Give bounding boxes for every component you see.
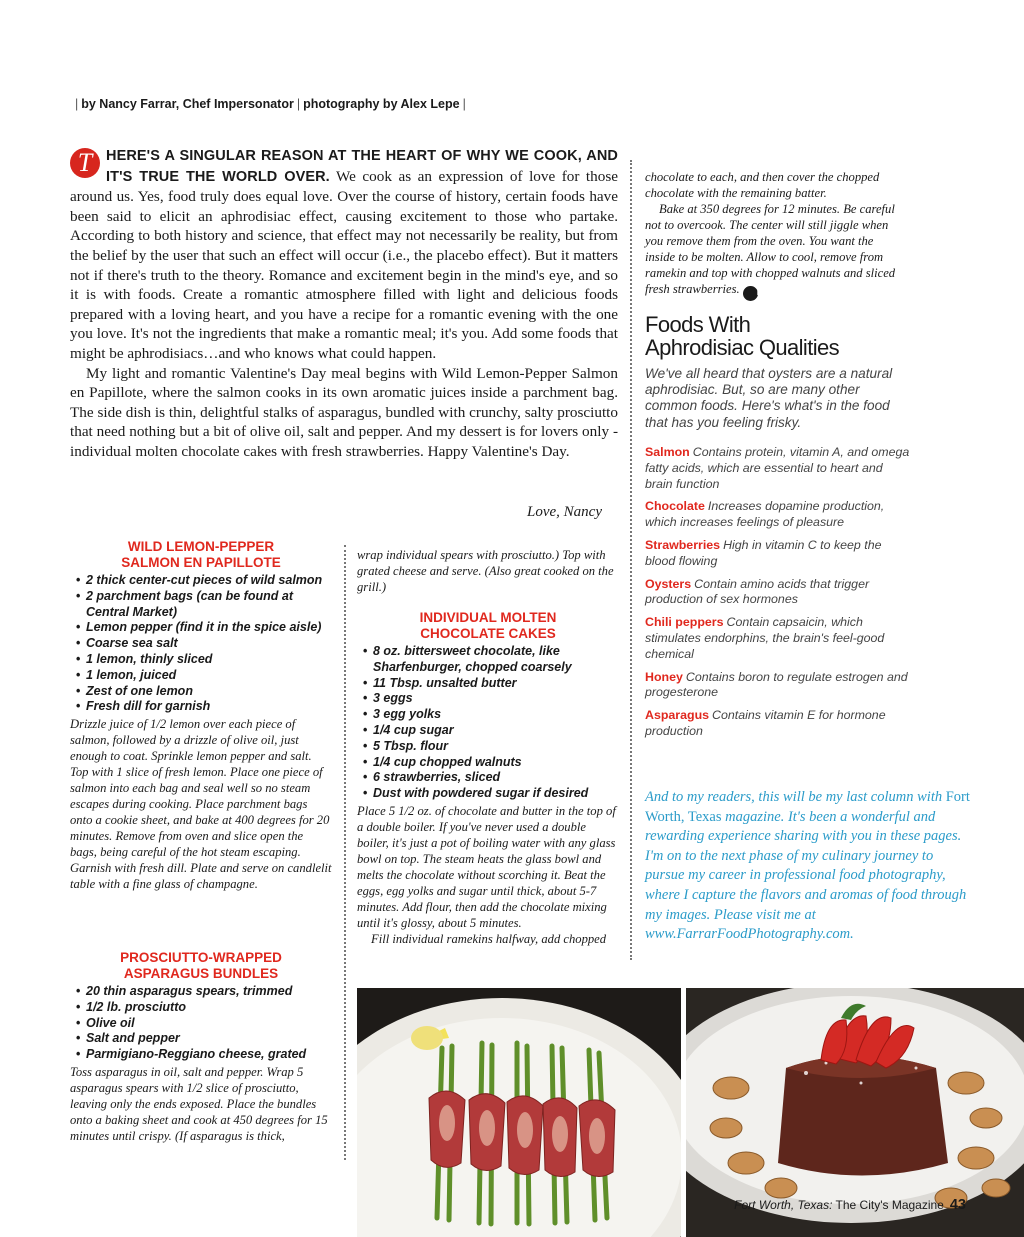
divider: |	[462, 97, 466, 111]
directions-paragraph: Fill individual ramekins halfway, add chopped	[371, 931, 607, 946]
food-item	[645, 445, 913, 492]
food-name: Oysters	[645, 576, 692, 591]
ingredient-item: • 3 egg yolks	[357, 707, 619, 723]
ingredient-item: • 1 lemon, juiced	[70, 668, 332, 684]
sidebar-title-line: Foods With	[645, 312, 751, 337]
asparagus-photo	[357, 988, 681, 1237]
intro-paragraph-1	[70, 146, 618, 364]
recipe-title: INDIVIDUAL MOLTEN CHOCOLATE CAKES	[419, 610, 557, 641]
food-description: Contain capsaicin, which stimulates endorphins, the brain's feel-good chemical	[645, 615, 885, 661]
ingredient-item: • 20 thin asparagus spears, trimmed	[70, 984, 332, 1000]
ingredient-item: • Olive oil	[70, 1016, 332, 1032]
recipe-directions: Drizzle juice of 1/2 lemon over each piece of salmon, followed by a drizzle of olive oil, just enough to coat. Sprinkle lemon pepper and salt. Top with 1 slice of fresh lemon. Place one piece of salmon into each bag and seal well so no steam escapes during cooking. Place parchment bags onto a cookie sheet, and bake at 400 degrees for 20 minutes. Remove from oven and slice open the bags, being careful of the hot steam escaping. Garnish with fresh dill. Plate and serve on candlelit table with a fine glass of champagne.	[70, 717, 332, 892]
divider: |	[296, 97, 301, 111]
farewell-text: magazine. It's been a wonderful and rewarding experience sharing with you in these pages. I'm on to the next phase of my culinary journey to pursue my career in professional food photography, where I capture the flavors and aromas of food through my images. Please visit me at www.FarrarFoodPhotography.com.	[645, 808, 967, 943]
recipe-directions-continued	[645, 169, 900, 301]
aphrodisiac-food-list	[645, 445, 913, 747]
ingredient-item: • Dust with powdered sugar if desired	[357, 786, 619, 802]
photo-credit: photography by Alex Lepe	[303, 97, 460, 111]
ingredient-item: • 2 thick center-cut pieces of wild salmon	[70, 573, 332, 589]
intro-paragraph-1-text: We cook as an expression of love for those around us. Yes, food truly does equal love. Over the course of history, certain foods have been said to elicit an aphrodisiac effect, causing excitement to those who partake. According to both history and science, that effect may not necessarily be reality, but from the belief by the user that such an effect will occur (i.e., the placebo effect). But it matters not if there's truth to the theory. Romance and excitement begin in the mind's eye, and so it is with foods. Create a romantic atmosphere filled with light and delicious foods prepared with a loving heart, and you have a recipe for a romantic evening with the one you love. It's not the ingredients that make a romantic meal; it's you. Add some foods that might be aphrodisiacs…and who knows what could happen.	[70, 167, 618, 362]
ingredient-item: • Fresh dill for garnish	[70, 699, 332, 715]
food-item	[645, 499, 913, 531]
drop-cap: T	[70, 148, 100, 178]
footer-tagline: The City's Magazine	[832, 1198, 944, 1212]
article-intro	[70, 146, 618, 462]
food-item	[645, 538, 913, 570]
ingredient-item: • 1/4 cup sugar	[357, 723, 619, 739]
signoff: Love, Nancy	[527, 504, 602, 520]
food-description: Contains boron to regulate estrogen and progesterone	[645, 669, 908, 700]
farewell-text: And to my readers, this will be my last column with	[645, 789, 946, 805]
recipe-salmon	[70, 539, 332, 892]
food-description: Contains protein, vitamin A, and omega fatty acids, which are essential to heart and brain function	[645, 445, 910, 491]
recipe-directions	[357, 803, 619, 947]
ingredient-list	[70, 984, 332, 1063]
sidebar-lead: We've all heard that oysters are a natural aphrodisiac. But, so are many other common foods. Here's what's in the food that has you feeling frisky.	[645, 366, 893, 430]
column-divider	[630, 160, 632, 960]
food-description: High in vitamin C to keep the blood flowing	[645, 537, 882, 568]
intro-paragraph-2: My light and romantic Valentine's Day meal begins with Wild Lemon-Pepper Salmon en Papillote, where the salmon cooks in its own aromatic juices inside a parchment bag. The side dish is thin, delightful stalks of asparagus, bundled with crunchy, salty prosciutto that need nothing but a bit of olive oil, salt and pepper. And my dessert is for lovers only - individual molten chocolate cakes with fresh strawberries. Happy Valentine's Day.	[70, 364, 618, 460]
food-name: Chocolate	[645, 499, 705, 514]
food-item	[645, 577, 913, 609]
food-name: Strawberries	[645, 537, 721, 552]
recipe-title: WILD LEMON-PEPPER SALMON EN PAPILLOTE	[121, 539, 281, 570]
ingredient-item: • 1/2 lb. prosciutto	[70, 1000, 332, 1016]
ingredient-item: • 3 eggs	[357, 691, 619, 707]
sidebar-title-line: Aphrodisiac Qualities	[645, 334, 840, 360]
sidebar-title	[645, 314, 915, 359]
ingredient-item: • Coarse sea salt	[70, 636, 332, 652]
food-item	[645, 615, 913, 662]
recipe-title: PROSCIUTTO-WRAPPED ASPARAGUS BUNDLES	[120, 950, 282, 981]
byline	[72, 97, 469, 111]
ingredient-list	[70, 573, 332, 715]
lead-in: HERE'S A SINGULAR REASON AT THE HEART OF WHY WE COOK, AND IT'S TRUE THE WORLD OVER.	[106, 148, 618, 185]
recipe-directions-continued: wrap individual spears with prosciutto.) Top with grated cheese and serve. (Also great cooked on the grill.)	[357, 548, 614, 594]
footer-city: Fort Worth, Texas:	[734, 1198, 833, 1212]
ingredient-item: • 8 oz. bittersweet chocolate, like Sharfenburger, chopped coarsely	[357, 644, 619, 676]
recipe-asparagus	[70, 950, 332, 1144]
divider: |	[75, 97, 79, 111]
food-description: Contains vitamin E for hormone production	[645, 708, 886, 738]
ingredient-item: • Lemon pepper (find it in the spice aisle)	[70, 620, 332, 636]
food-name: Asparagus	[645, 708, 710, 723]
food-description: Contain amino acids that trigger production of sex hormones	[645, 576, 870, 607]
recipe-directions: Toss asparagus in oil, salt and pepper. Wrap 5 asparagus spears with 1/2 slice of prosciutto, leaving only the ends exposed. Place the bundles onto a baking sheet and cook at 450 degrees for 15 minutes until crispy. (If asparagus is thick,	[70, 1064, 328, 1143]
ingredient-item: • 1 lemon, thinly sliced	[70, 652, 332, 668]
column-divider	[344, 545, 346, 1160]
page-number: 43	[949, 1197, 966, 1213]
food-item	[645, 708, 913, 740]
food-name: Chili peppers	[645, 615, 724, 630]
food-item	[645, 670, 913, 702]
author-credit: by Nancy Farrar, Chef Impersonator	[81, 97, 294, 111]
food-description: Increases dopamine production, which increases feelings of pleasure	[645, 499, 885, 530]
ingredient-item: • 6 strawberries, sliced	[357, 770, 619, 786]
ingredient-item: • Zest of one lemon	[70, 684, 332, 700]
fw-endmark-icon: FW	[743, 286, 758, 301]
recipe-cakes	[357, 610, 619, 947]
ingredient-item: • Salt and pepper	[70, 1031, 332, 1047]
directions-text: Bake at 350 degrees for 12 minutes. Be careful not to overcook. The center will still jiggle when you remove them from the oven. You want the inside to be molten. Allow to cool, remove from ramekin and top with chopped walnuts and sliced fresh strawberries.	[645, 202, 896, 296]
page-footer	[734, 1197, 966, 1213]
ingredient-item: • 1/4 cup chopped walnuts	[357, 755, 619, 771]
directions-paragraph: chocolate to each, and then cover the chopped chocolate with the remaining batter.	[645, 170, 880, 200]
ingredient-item: • 5 Tbsp. flour	[357, 739, 619, 755]
directions-paragraph: Place 5 1/2 oz. of chocolate and butter in the top of a double boiler. If you've never used a double boiler, it's just a pot of boiling water with any glass bowl on top. The steam heats the glass bowl and melts the chocolate without scorching it. Beat the eggs, egg yolks and sugar until thick, about 5-7 minutes. Add flour, then add the chocolate mixing until it's glossy, about 5 minutes.	[357, 803, 616, 930]
ingredient-item: • 2 parchment bags (can be found at Central Market)	[70, 589, 332, 621]
asparagus-photo-image	[357, 988, 681, 1237]
farewell-note	[645, 788, 975, 945]
food-name: Salmon	[645, 445, 690, 459]
ingredient-item: • Parmigiano-Reggiano cheese, grated	[70, 1047, 332, 1063]
food-name: Honey	[645, 669, 683, 684]
publication-name: Fort Worth, Texas	[645, 789, 970, 825]
ingredient-list	[357, 644, 619, 802]
ingredient-item: • 11 Tbsp. unsalted butter	[357, 676, 619, 692]
directions-paragraph	[645, 201, 900, 301]
